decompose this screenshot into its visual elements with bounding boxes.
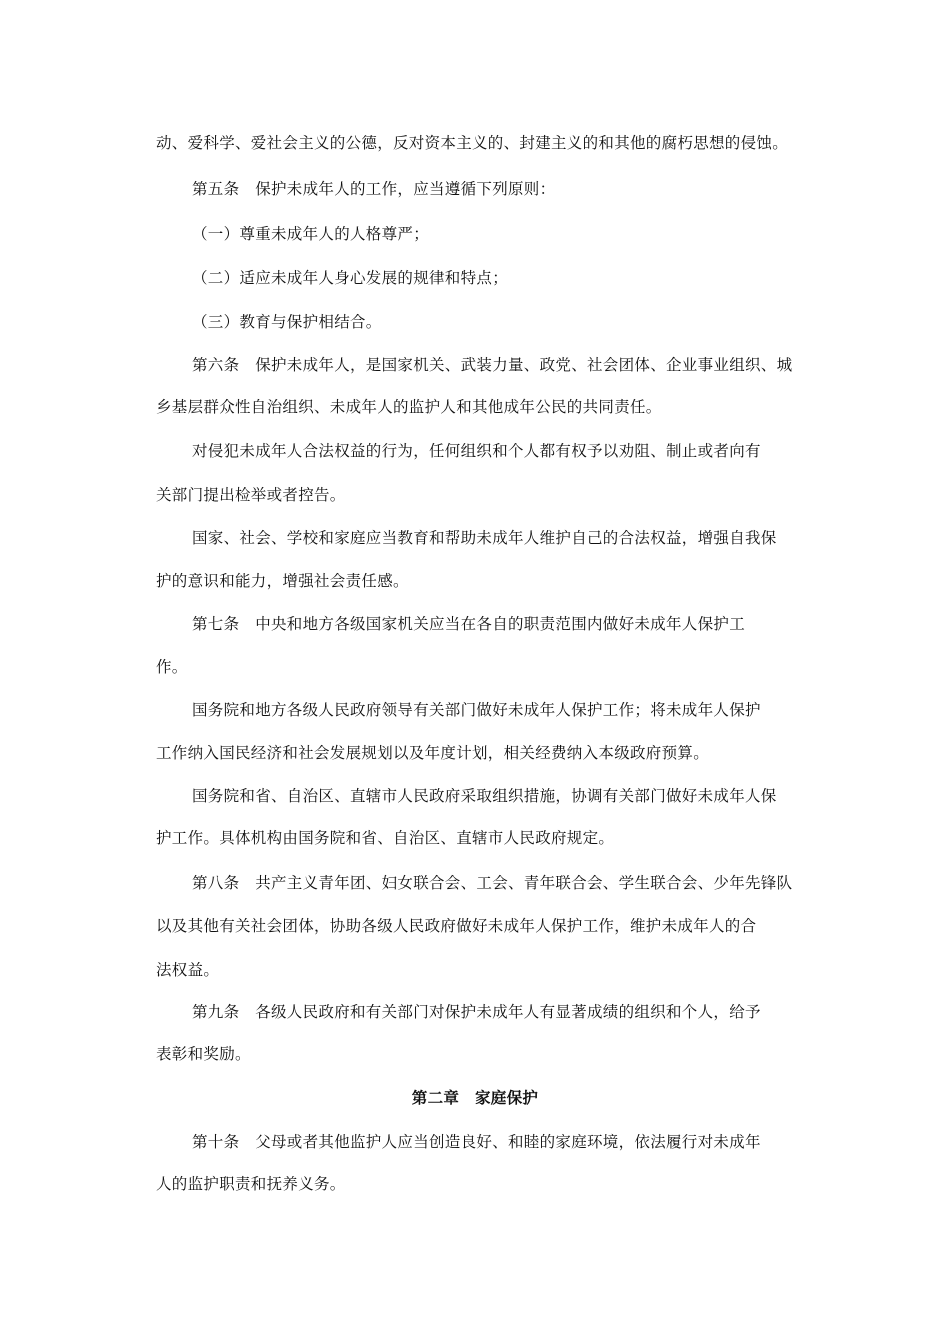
text-line: 动、爱科学、爱社会主义的公德，反对资本主义的、封建主义的和其他的腐朽思想的侵蚀。 [156,134,789,152]
text-line: 以及其他有关社会团体，协助各级人民政府做好未成年人保护工作，维护未成年人的合 [156,917,757,935]
text-line: 作。 [156,658,188,676]
text-line: 对侵犯未成年人合法权益的行为，任何组织和个人都有权予以劝阻、制止或者向有 [192,442,761,460]
text-line: 护工作。具体机构由国务院和省、自治区、直辖市人民政府规定。 [156,829,615,847]
text-line: 法权益。 [156,961,220,979]
list-item: （三）教育与保护相结合。 [192,313,382,331]
text-line: 关部门提出检举或者控告。 [156,486,346,504]
article-9-line: 第九条 各级人民政府和有关部门对保护未成年人有显著成绩的组织和个人，给予 [192,1003,761,1021]
article-10-line: 第十条 父母或者其他监护人应当创造良好、和睦的家庭环境，依法履行对未成年 [192,1133,761,1151]
text-line: 工作纳入国民经济和社会发展规划以及年度计划，相关经费纳入本级政府预算。 [156,744,710,762]
article-5-heading-line: 第五条 保护未成年人的工作，应当遵循下列原则： [192,180,556,198]
text-line: 护的意识和能力，增强社会责任感。 [156,572,409,590]
text-line: 表彰和奖励。 [156,1045,251,1063]
list-item: （二）适应未成年人身心发展的规律和特点； [192,269,509,287]
text-line: 国家、社会、学校和家庭应当教育和帮助未成年人维护自己的合法权益，增强自我保 [192,529,777,547]
text-line: 国务院和地方各级人民政府领导有关部门做好未成年人保护工作；将未成年人保护 [192,701,761,719]
chapter-heading: 第二章 家庭保护 [411,1088,539,1107]
text-line: 国务院和省、自治区、直辖市人民政府采取组织措施，协调有关部门做好未成年人保 [192,787,777,805]
article-7-line: 第七条 中央和地方各级国家机关应当在各自的职责范围内做好未成年人保护工 [192,615,746,633]
text-line: 乡基层群众性自治组织、未成年人的监护人和其他成年公民的共同责任。 [156,398,662,416]
article-8-line: 第八条 共产主义青年团、妇女联合会、工会、青年联合会、学生联合会、少年先锋队 [192,874,793,892]
article-6-line: 第六条 保护未成年人，是国家机关、武装力量、政党、社会团体、企业事业组织、城 [192,356,793,374]
text-line: 人的监护职责和抚养义务。 [156,1175,346,1193]
list-item: （一）尊重未成年人的人格尊严； [192,225,430,243]
